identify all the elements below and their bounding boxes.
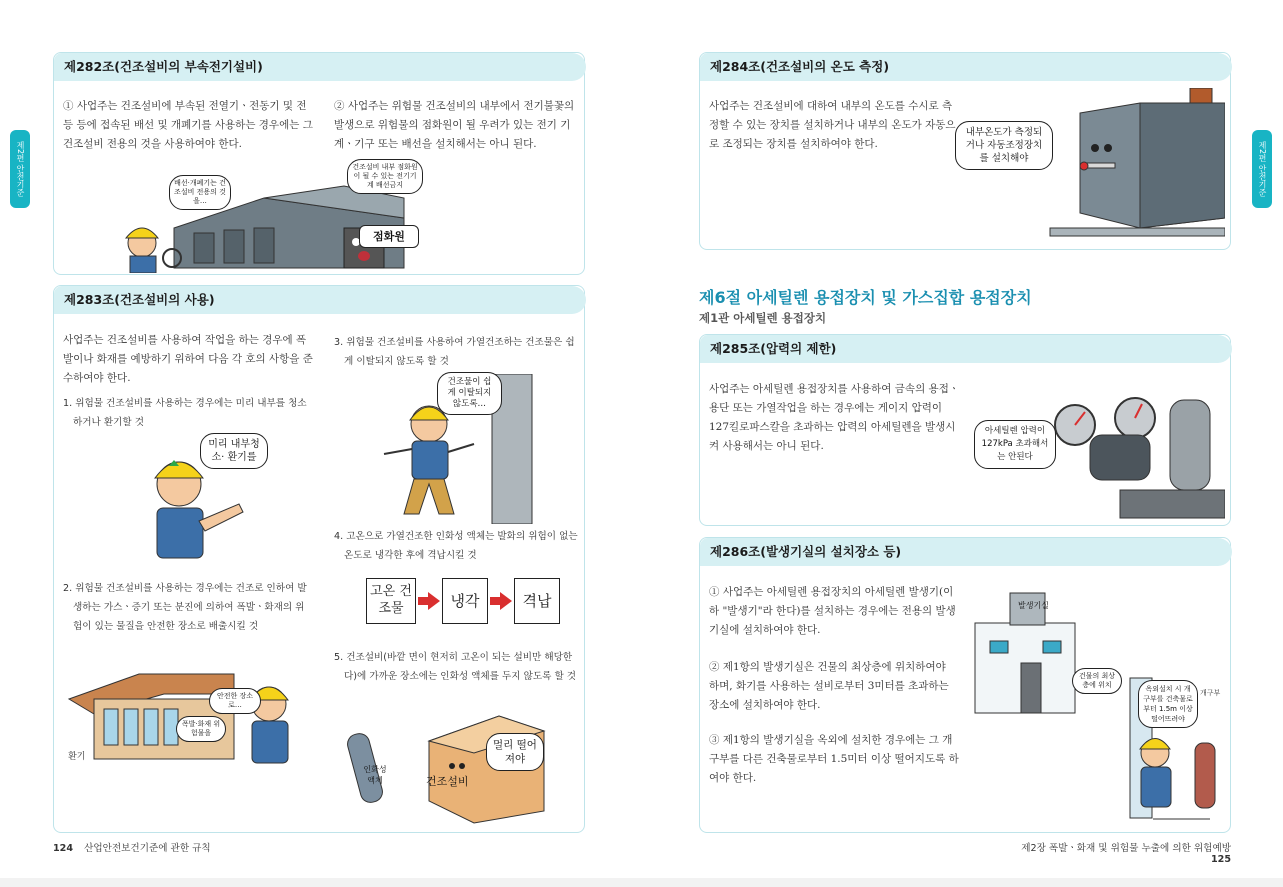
speech-bubble-temperature: 내부온도가 측정되거나 자동조정장치를 설치해야 [955, 121, 1053, 170]
speech-bubble-no-ignition: 건조설비 내부 점화원이 될 수 있는 전기기계 배선금지 [347, 159, 423, 194]
speech-bubble-hazard: 폭발·화재 위험물을 [176, 716, 226, 742]
article-283-item5: 5. 건조설비(바깥 면이 현저히 고온이 되는 설비만 해당한다)에 가까운 장소에는 인화성 액체를 두지 않도록 할 것 [334, 652, 577, 682]
flow-arrow-icon [490, 592, 512, 610]
opening-label: 개구부 [1200, 689, 1221, 697]
flow-step-store [514, 578, 560, 624]
article-283-item4: 4. 고온으로 가열건조한 인화성 액체는 발화의 위험이 없는 온도로 냉각한 후에 격납시킬 것 [334, 531, 578, 561]
dryer-label: 건조설비 [426, 775, 469, 788]
right-page [641, 0, 1283, 887]
article-286-para3: ③ 제1항의 발생기실을 옥외에 설치한 경우에는 그 개구부를 다른 건축물로부터 1.5미터 이상 떨어지도록 하여야 한다. [709, 734, 959, 784]
side-tab-right: 제2편 안전기준 [1252, 130, 1272, 208]
speech-bubble-safe-place: 안전한 장소로… [209, 688, 261, 714]
article-284-header: 제284조(건조설비의 온도 측정) [700, 53, 1218, 81]
footer-chapter-right: 제2장 폭발ㆍ화재 및 위험물 누출에 의한 위험예방 [1021, 843, 1231, 854]
article-283-item2: 2. 위험물 건조설비를 사용하는 경우에는 건조로 인하여 발생하는 가스ㆍ증기 또는 분진에 의하여 폭발ㆍ화재의 위험이 있는 물질을 안전한 장소로 배출시킬 것 [63, 583, 307, 632]
article-283-item1: 1. 위험물 건조설비를 사용하는 경우에는 미리 내부를 청소하거나 환기할 것 [63, 398, 307, 428]
article-282-para2: ② 사업주는 위험물 건조설비의 내부에서 전기불꽃의 발생으로 위험물의 점화원이 될 우려가 있는 전기 기계ㆍ기구 또는 배선을 설치해서는 아니 된다. [334, 100, 575, 150]
temperature-dryer-illustration [1030, 88, 1225, 238]
article-285-header: 제285조(압력의 제한) [700, 335, 1218, 363]
ignition-source-label: 점화원 [359, 225, 419, 248]
article-282-para1: ① 사업주는 건조설비에 부속된 전열기ㆍ전동기 및 전등 등에 접속된 배선 및 개폐기를 사용하는 경우에는 그 건조설비 전용의 것을 사용하여야 한다. [63, 100, 313, 150]
section-title: 제6절 아세틸렌 용접장치 및 가스집합 용접장치 [699, 288, 1032, 307]
article-284-box [699, 52, 1231, 250]
speech-bubble-pressure: 아세틸렌 압력이 127kPa 초과해서는 안된다 [974, 420, 1056, 469]
flow-step-hot [366, 578, 416, 624]
article-283-intro: 사업주는 건조설비를 사용하여 작업을 하는 경우에 폭발이나 화재를 예방하기 위하여 다음 각 호의 사항을 준수하여야 한다. [63, 334, 313, 384]
article-286-para2: ② 제1항의 발생기실은 건물의 최상층에 위치하여야 하며, 화기를 사용하는 설비로부터 3미터를 초과하는 장소에 설치하여야 한다. [709, 661, 949, 711]
article-283-item3: 3. 위험물 건조설비를 사용하여 가열건조하는 건조물은 쉽게 이탈되지 않도록 할 것 [334, 337, 575, 367]
article-286-header: 제286조(발생기실의 설치장소 등) [700, 538, 1218, 566]
speech-bubble-top-floor: 건물의 최상층에 위치 [1072, 668, 1122, 694]
side-tab-left: 제2편 안전기준 [10, 130, 30, 208]
flow-step-hot-label: 고온 건조물 [370, 584, 412, 616]
article-286-box [699, 537, 1231, 833]
article-285-para: 사업주는 아세틸렌 용접장치를 사용하여 금속의 용접ㆍ용단 또는 가열작업을 하는 경우에는 게이지 압력이 127킬로파스칼을 초과하는 압력의 아세틸렌을 발생시켜 사용해서는 아니 된다. [709, 383, 959, 452]
speech-bubble-outdoor: 옥외설치 시 개구부를 건축물로부터 1.5m 이상 떨어뜨려야 [1138, 680, 1198, 728]
subsection-title: 제1관 아세틸렌 용접장치 [699, 311, 827, 325]
dryer-building-illustration [64, 654, 314, 769]
speech-bubble-clean: 미리 내부청소· 환기를 [200, 433, 268, 469]
article-286-para1: ① 사업주는 아세틸렌 용접장치의 아세틸렌 발생기(이하 "발생기"라 한다)를 설치하는 경우에는 전용의 발생기실에 설치하여야 한다. [709, 586, 956, 636]
footer-title-left: 산업안전보건기준에 관한 규칙 [84, 843, 211, 854]
footer-left [53, 840, 211, 854]
article-282-box [53, 52, 585, 275]
speech-bubble-fall: 건조물이 쉽게 이탈되지 않도록… [437, 372, 502, 415]
speech-bubble-far: 멀리 떨어져야 [486, 733, 544, 771]
bottom-scroll-strip [0, 878, 1283, 887]
flow-step-cool [442, 578, 488, 624]
left-page [0, 0, 641, 887]
flow-arrow-icon [418, 592, 440, 610]
article-282-header: 제282조(건조설비의 부속전기설비) [54, 53, 572, 81]
speech-bubble-wiring: 배선·개폐기는 건조설비 전용의 것을… [169, 175, 231, 210]
page-number-left: 124 [53, 843, 74, 854]
article-284-para: 사업주는 건조설비에 대하여 내부의 온도를 수시로 측정할 수 있는 장치를 설치하거나 내부의 온도가 자동으로 조정되는 장치를 설치하여야 한다. [709, 100, 956, 150]
footer-right [1011, 840, 1231, 865]
article-283-box [53, 285, 585, 833]
page-number-right: 125 [1210, 854, 1231, 865]
flow-step-cool-label: 냉각 [450, 592, 480, 610]
liquid-label: 인화성 액체 [363, 765, 387, 785]
vent-label: 환기 [68, 752, 86, 762]
flow-step-store-label: 격납 [522, 592, 552, 610]
article-283-header: 제283조(건조설비의 사용) [54, 286, 572, 314]
article-285-box [699, 334, 1231, 526]
generator-room-label: 발생기실 [1018, 601, 1049, 610]
